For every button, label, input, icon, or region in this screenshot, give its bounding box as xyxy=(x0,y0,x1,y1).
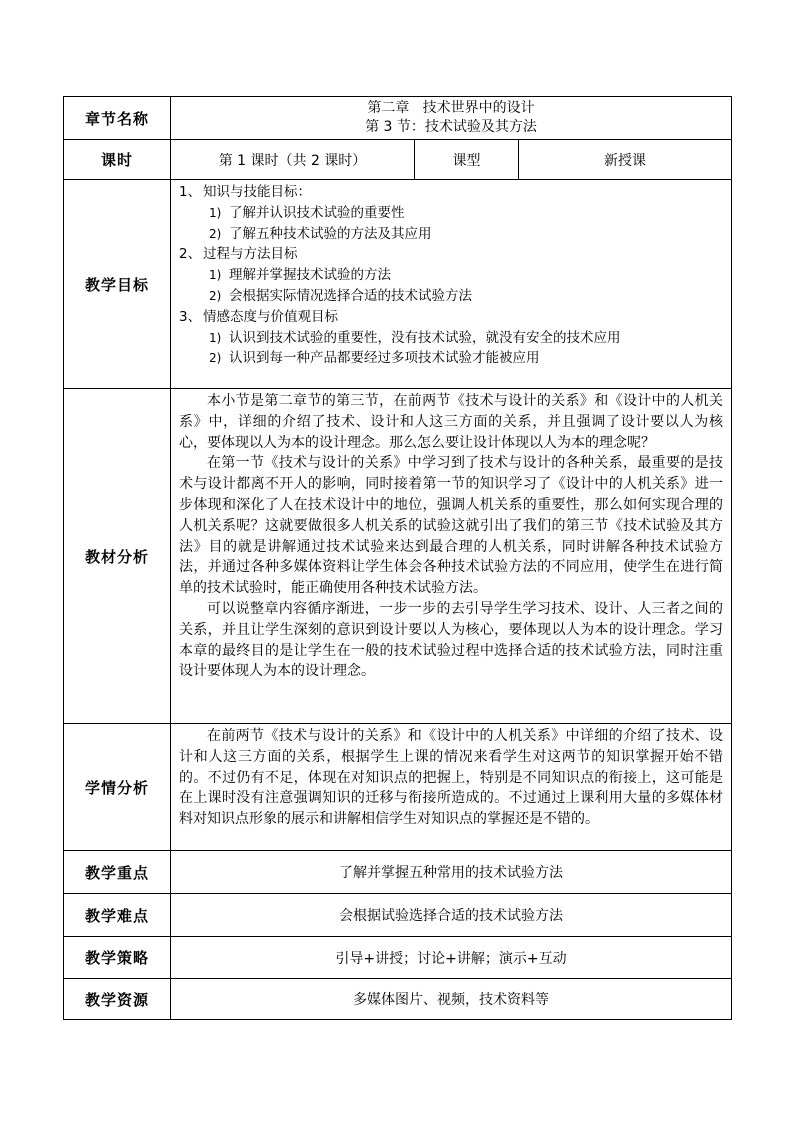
goal-item: 1) 理解并掌握技术试验的方法 xyxy=(209,267,391,284)
goal-item: 1) 认识到技术试验的重要性，没有技术试验，就没有安全的技术应用 xyxy=(209,329,621,346)
lesson-plan-table xyxy=(63,96,732,1020)
chapter-title xyxy=(171,97,732,140)
goal-heading: 1、 知识与技能目标： xyxy=(179,184,311,200)
resources-label: 教学资源 xyxy=(64,979,171,1020)
goals-label: 教学目标 xyxy=(64,180,171,389)
row-goals xyxy=(64,180,732,389)
chapter-title-line1: 第二章 技术世界中的设计 xyxy=(367,100,535,116)
row-focus xyxy=(64,851,732,894)
material-paragraph: 在第一节《技术与设计的关系》中学习到了技术与设计的各种关系，最重要的是技术与设计都离不开人的影响，同时接着第一节的知识学习了《设计中的人机关系》进一步体现和深化了人在技术设计中的地位，强调人机关系的重要性，那么如何实现合理的人机关系呢？这就要做很多人机关系的试验这就引出了我们的第三节《技术试验及其方法》目的就是讲解通过技术试验来达到最合理的人机关系，同时讲解各种技术试验方法，并通过各种多媒体资料让学生体会各种技术试验方法的不同应用，使学生在进行简单的技术试验时，能正确使用各种技术试验方法。 xyxy=(179,455,724,597)
period-value: 第 1 课时（共 2 课时） xyxy=(171,140,415,180)
row-strategy xyxy=(64,937,732,979)
chapter-title-line2: 第 3 节：技术试验及其方法 xyxy=(365,119,537,135)
row-difficulty xyxy=(64,894,732,937)
goal-item: 1) 了解并认识技术试验的重要性 xyxy=(209,204,405,221)
row-chapter xyxy=(64,97,732,140)
goal-item: 2) 了解五种技术试验的方法及其应用 xyxy=(209,225,432,242)
strategy-label: 教学策略 xyxy=(64,937,171,979)
focus-value: 了解并掌握五种常用的技术试验方法 xyxy=(171,851,732,894)
strategy-value: 引导+讲授；讨论+讲解；演示+互动 xyxy=(171,937,732,979)
lesson-type-label: 课型 xyxy=(415,140,519,180)
difficulty-label: 教学难点 xyxy=(64,894,171,937)
material-paragraph: 可以说整章内容循序渐进，一步一步的去引导学生学习技术、设计、人三者之间的关系，并且让学生深刻的意识到设计要以人为核心，要体现以人为本的设计理念。学习本章的最终目的是让学生在一般的技术试验过程中选择合适的技术试验方法，同时注重设计要体现人为本的设计理念。 xyxy=(179,600,724,680)
learners-content xyxy=(171,724,732,851)
material-label: 教材分析 xyxy=(64,389,171,724)
goal-item: 2) 会根据实际情况选择合适的技术试验方法 xyxy=(209,287,472,304)
goals-content xyxy=(171,180,732,389)
period-label: 课时 xyxy=(64,140,171,180)
resources-value: 多媒体图片、视频，技术资料等 xyxy=(171,979,732,1020)
row-learner-analysis xyxy=(64,724,732,851)
lesson-type-value: 新授课 xyxy=(519,140,732,180)
focus-label: 教学重点 xyxy=(64,851,171,894)
difficulty-value: 会根据试验选择合适的技术试验方法 xyxy=(171,894,732,937)
goal-heading: 2、 过程与方法目标 xyxy=(179,246,298,263)
goal-heading: 3、 情感态度与价值观目标 xyxy=(179,308,338,325)
goal-item: 2) 认识到每一种产品都要经过多项技术试验才能被应用 xyxy=(209,350,540,367)
material-paragraph: 本小节是第二章节的第三节，在前两节《技术与设计的关系》和《设计中的人机关系》中，详细的介绍了技术、设计和人这三方面的关系，并且强调了设计要以人为核心，要体现以人为本的设计理念。那么怎么要让设计体现以人为本的理念呢？ xyxy=(179,393,724,451)
row-material-analysis xyxy=(64,389,732,724)
row-resources xyxy=(64,979,732,1020)
learners-label: 学情分析 xyxy=(64,724,171,851)
chapter-label: 章节名称 xyxy=(64,97,171,140)
learners-paragraph: 在前两节《技术与设计的关系》和《设计中的人机关系》中详细的介绍了技术、设计和人这三方面的关系，根据学生上课的情况来看学生对这两节的知识掌握开始不错的。不过仍有不足，体现在对知识点的把握上，特别是不同知识点的衔接上，这可能是在上课时没有注意强调知识的迁移与衔接所造成的。不过通过上课利用大量的多媒体材料对知识点形象的展示和讲解相信学生对知识点的掌握还是不错的。 xyxy=(179,728,724,828)
row-period xyxy=(64,140,732,180)
material-content xyxy=(171,389,732,724)
